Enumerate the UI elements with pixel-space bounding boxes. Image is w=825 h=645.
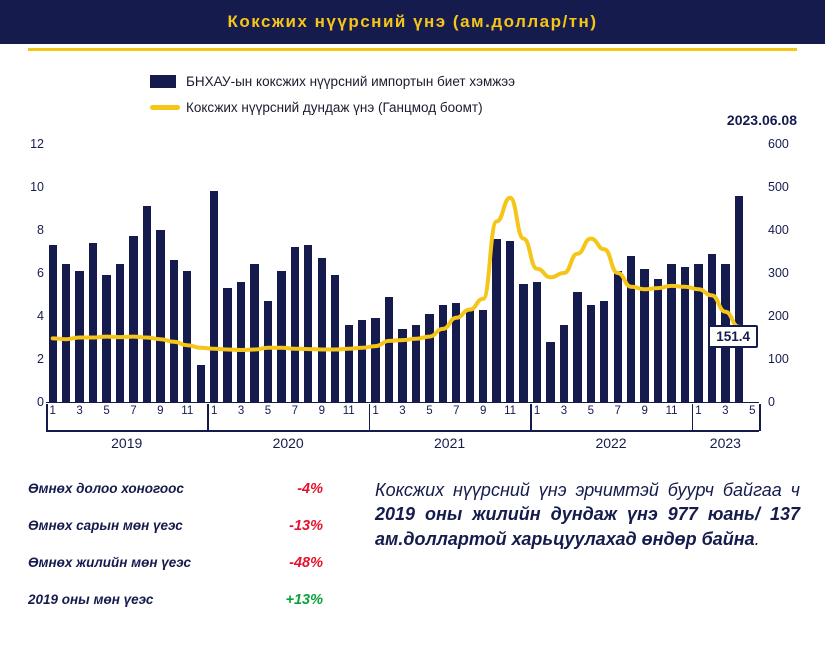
plot-canvas <box>46 144 759 403</box>
y-tick-right: 0 <box>768 395 775 409</box>
x-tick: 3 <box>76 405 83 417</box>
year-separator <box>692 404 694 431</box>
year-separator <box>530 404 532 431</box>
y-tick-left: 8 <box>37 223 44 237</box>
year-label: 2020 <box>272 435 304 451</box>
plot-area <box>0 130 825 460</box>
stat-value: -13% <box>289 517 323 534</box>
y-tick-left: 12 <box>30 137 44 151</box>
stat-row <box>28 470 338 507</box>
x-tick: 3 <box>399 405 406 417</box>
legend-bar-swatch <box>150 75 176 88</box>
legend-item-bars <box>150 68 670 94</box>
legend-line-label: Коксжих нүүрсний дундаж үнэ (Ганцмод боомт) <box>186 99 483 115</box>
chart-legend <box>150 68 670 120</box>
x-tick: 9 <box>480 405 487 417</box>
x-tick: 1 <box>533 405 541 417</box>
y-tick-left: 2 <box>37 352 44 366</box>
x-tick: 3 <box>560 405 568 417</box>
last-value-callout: 151.4 <box>708 325 758 348</box>
x-tick: 3 <box>237 405 245 417</box>
note-bold: 2019 оны жилийн дундаж үнэ 977 юань/ 137 ам.доллартой харьцуулахад өндөр байна <box>375 504 800 549</box>
y-tick-left: 4 <box>37 309 44 323</box>
y-axis-right <box>762 137 802 409</box>
page-title: Коксжих нүүрсний үнэ (ам.доллар/тн) <box>227 12 598 31</box>
stat-value: -4% <box>297 480 323 497</box>
y-tick-right: 200 <box>768 309 789 323</box>
x-tick: 9 <box>641 405 648 417</box>
stat-row <box>28 507 338 544</box>
year-label: 2021 <box>434 435 466 451</box>
x-tick: 5 <box>426 405 433 417</box>
legend-bar-label: БНХАУ-ын коксжих нүүрсний импортын биет хэмжээ <box>186 73 516 89</box>
y-tick-right: 100 <box>768 352 789 366</box>
note-part2: . <box>754 528 760 549</box>
x-tick: 9 <box>318 405 325 417</box>
y-tick-left: 10 <box>30 180 44 194</box>
stat-row <box>28 544 338 581</box>
year-separator <box>207 404 209 431</box>
note-part1: Коксжих нүүрсний үнэ эрчимтэй буурч байгаа ч <box>375 480 800 500</box>
date-stamp: 2023.06.08 <box>726 112 797 128</box>
x-tick: 1 <box>695 405 702 417</box>
x-tick: 5 <box>264 405 272 417</box>
title-underline <box>28 48 797 51</box>
stat-label: 2019 оны мөн үеэс <box>28 592 154 607</box>
stats-list <box>28 470 338 618</box>
stat-value: -48% <box>289 554 323 571</box>
year-label: 2019 <box>111 435 143 451</box>
y-tick-right: 600 <box>768 137 789 151</box>
stat-value: +13% <box>285 591 323 608</box>
x-tick: 11 <box>181 405 194 417</box>
x-tick: 5 <box>103 405 110 417</box>
y-tick-left: 6 <box>37 266 44 280</box>
legend-item-line <box>150 94 670 120</box>
year-label: 2022 <box>595 435 627 451</box>
x-tick: 7 <box>291 405 299 417</box>
y-axis-left <box>4 137 44 409</box>
x-tick: 7 <box>614 405 621 417</box>
x-tick: 1 <box>210 405 218 417</box>
year-separator <box>759 404 761 431</box>
y-tick-right: 400 <box>768 223 789 237</box>
year-separator <box>369 404 371 431</box>
stat-row <box>28 581 338 618</box>
y-tick-right: 500 <box>768 180 789 194</box>
x-tick: 9 <box>157 405 164 417</box>
x-axis-labels <box>46 405 759 431</box>
price-line <box>46 144 759 402</box>
x-tick: 5 <box>749 405 756 417</box>
x-tick: 7 <box>130 405 137 417</box>
title-bar <box>0 0 825 44</box>
x-tick: 11 <box>504 405 517 417</box>
year-label: 2023 <box>709 435 741 451</box>
stat-label: Өмнөх долоо хоногоос <box>28 481 184 496</box>
x-tick: 11 <box>665 405 678 417</box>
x-tick: 1 <box>372 405 379 417</box>
stat-label: Өмнөх жилийн мөн үеэс <box>28 555 192 570</box>
legend-line-swatch <box>150 105 180 110</box>
x-axis-line <box>46 430 759 432</box>
x-tick: 1 <box>49 405 56 417</box>
x-tick: 5 <box>587 405 595 417</box>
x-tick: 3 <box>722 405 729 417</box>
y-tick-left: 0 <box>37 395 44 409</box>
stat-label: Өмнөх сарын мөн үеэс <box>28 518 183 533</box>
x-tick: 11 <box>342 405 355 417</box>
year-separator <box>46 404 48 431</box>
note-text <box>375 478 800 551</box>
x-tick: 7 <box>453 405 460 417</box>
y-tick-right: 300 <box>768 266 789 280</box>
